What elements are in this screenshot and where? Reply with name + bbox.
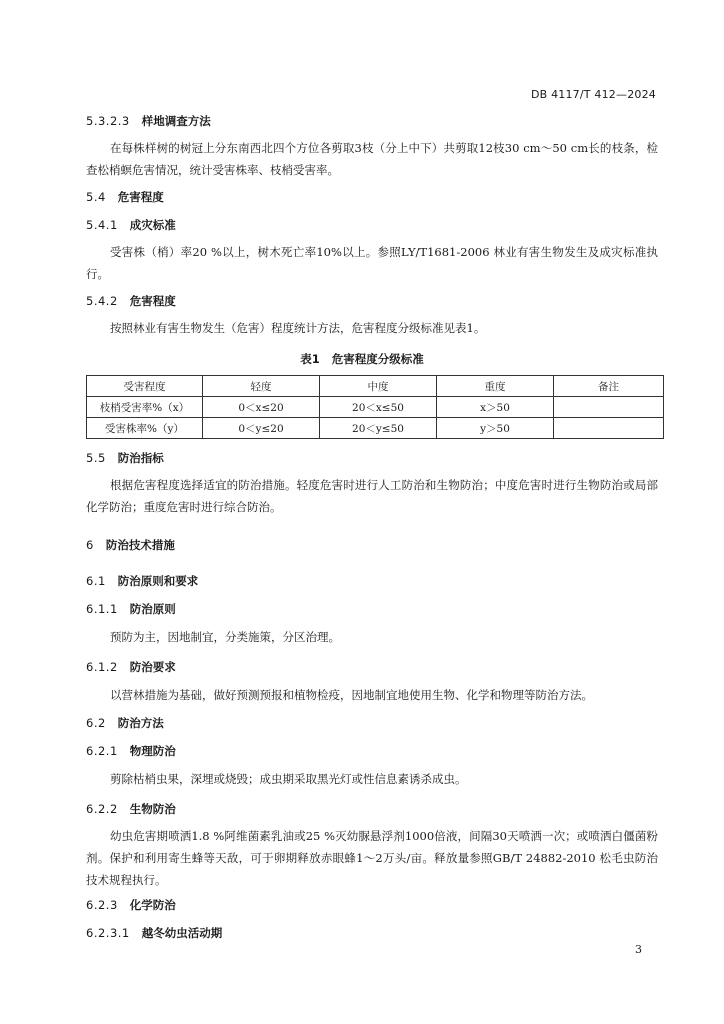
heading-title: 样地调查方法 (141, 114, 211, 128)
heading-number: 5.5 (86, 451, 106, 465)
paragraph-5-3-2-3: 在每株样树的树冠上分东南西北四个方位各剪取3枝（分上中下）共剪取12枝30 cm～50 cm长的枝条，检查松梢螟危害情况，统计受害株率、枝梢受害率。 (86, 141, 658, 177)
table-header-cell: 重度 (437, 376, 554, 397)
paragraph-5-5: 根据危害程度选择适宜的防治措施。轻度危害时进行人工防治和生物防治；中度危害时进行生物防治或局部化学防治；重度危害时进行综合防治。 (86, 478, 658, 514)
heading-number: 6.1.2 (86, 660, 118, 674)
heading-title: 越冬幼虫活动期 (141, 926, 223, 940)
heading-6-2-2 (86, 801, 176, 817)
heading-number: 6.1.1 (86, 602, 118, 616)
table-header-cell: 轻度 (203, 376, 320, 397)
table-cell (554, 397, 664, 418)
page-number: 3 (635, 943, 642, 956)
heading-title: 物理防治 (129, 744, 176, 758)
heading-6-2-1 (86, 743, 176, 759)
table-cell: 枝梢受害率%（x） (87, 397, 203, 418)
severity-table (86, 375, 664, 439)
paragraph-6-1-2: 以营林措施为基础，做好预测预报和植物检疫，因地制宜地使用生物、化学和物理等防治方法。 (110, 688, 593, 702)
table-header-cell: 中度 (320, 376, 437, 397)
heading-title: 成灾标准 (129, 218, 176, 232)
table-title: 危害程度分级标准 (331, 352, 424, 366)
heading-title: 防治方法 (117, 716, 164, 730)
heading-5-4-1 (86, 217, 176, 233)
table-cell (554, 418, 664, 439)
table-cell: y＞50 (437, 418, 554, 439)
heading-6-1-1 (86, 601, 176, 617)
heading-6-1 (86, 573, 198, 589)
table-cell: 0＜y≤20 (203, 418, 320, 439)
heading-6 (86, 537, 175, 553)
document-id: DB 4117/T 412—2024 (530, 88, 656, 101)
table-header-cell: 备注 (554, 376, 664, 397)
heading-6-2 (86, 715, 164, 731)
heading-title: 危害程度 (117, 190, 164, 204)
heading-number: 6.1 (86, 574, 106, 588)
heading-5-3-2-3 (86, 113, 211, 129)
heading-6-2-3 (86, 897, 176, 913)
heading-6-1-2 (86, 659, 176, 675)
table-cell: 0＜x≤20 (203, 397, 320, 418)
heading-title: 防治原则和要求 (117, 574, 199, 588)
heading-5-5 (86, 450, 164, 466)
heading-6-2-3-1 (86, 925, 222, 941)
table-cell: x＞50 (437, 397, 554, 418)
heading-title: 防治要求 (129, 660, 176, 674)
paragraph-5-4-1: 受害株（梢）率20 %以上，树木死亡率10%以上。参照LY/T1681-2006 林业有害生物发生及成灾标准执行。 (86, 245, 658, 281)
heading-title: 危害程度 (129, 294, 176, 308)
paragraph-5-4-2: 按照林业有害生物发生（危害）程度统计方法，危害程度分级标准见表1。 (110, 321, 486, 335)
heading-title: 防治原则 (129, 602, 176, 616)
heading-number: 5.4.1 (86, 218, 118, 232)
table-cell: 受害株率%（y） (87, 418, 203, 439)
heading-number: 5.4.2 (86, 294, 118, 308)
table-header-cell: 受害程度 (87, 376, 203, 397)
table-cell: 20＜y≤50 (320, 418, 437, 439)
heading-number: 6.2.3.1 (86, 926, 130, 940)
heading-title: 防治指标 (117, 451, 164, 465)
heading-number: 6.2.2 (86, 802, 118, 816)
heading-title: 生物防治 (129, 802, 176, 816)
paragraph-6-2-1: 剪除枯梢虫果，深埋或烧毁；成虫期采取黑光灯或性信息素诱杀成虫。 (110, 772, 467, 786)
table-row (87, 397, 664, 418)
heading-number: 6.2 (86, 716, 106, 730)
table-header-row (87, 376, 664, 397)
heading-number: 6 (86, 538, 94, 552)
table-row (87, 418, 664, 439)
paragraph-6-2-2: 幼虫危害期喷洒1.8 %阿维菌素乳油或25 %灭幼脲悬浮剂1000倍液，间隔30天喷洒一次；或喷洒白僵菌粉剂。保护和利用寄生蜂等天敌，可于卵期释放赤眼蜂1～2万头/亩。释放量参照GB/T 24882-2010 松毛虫防治技术规程执行。 (86, 829, 658, 887)
heading-title: 防治技术措施 (105, 538, 175, 552)
table-cell: 20＜x≤50 (320, 397, 437, 418)
heading-5-4-2 (86, 293, 176, 309)
paragraph-6-1-1: 预防为主，因地制宜，分类施策，分区治理。 (110, 630, 340, 644)
table-caption (0, 351, 724, 367)
table-label: 表1 (300, 352, 320, 366)
heading-number: 6.2.1 (86, 744, 118, 758)
heading-number: 5.3.2.3 (86, 114, 130, 128)
heading-number: 6.2.3 (86, 898, 118, 912)
heading-number: 5.4 (86, 190, 106, 204)
heading-5-4 (86, 189, 164, 205)
heading-title: 化学防治 (129, 898, 176, 912)
